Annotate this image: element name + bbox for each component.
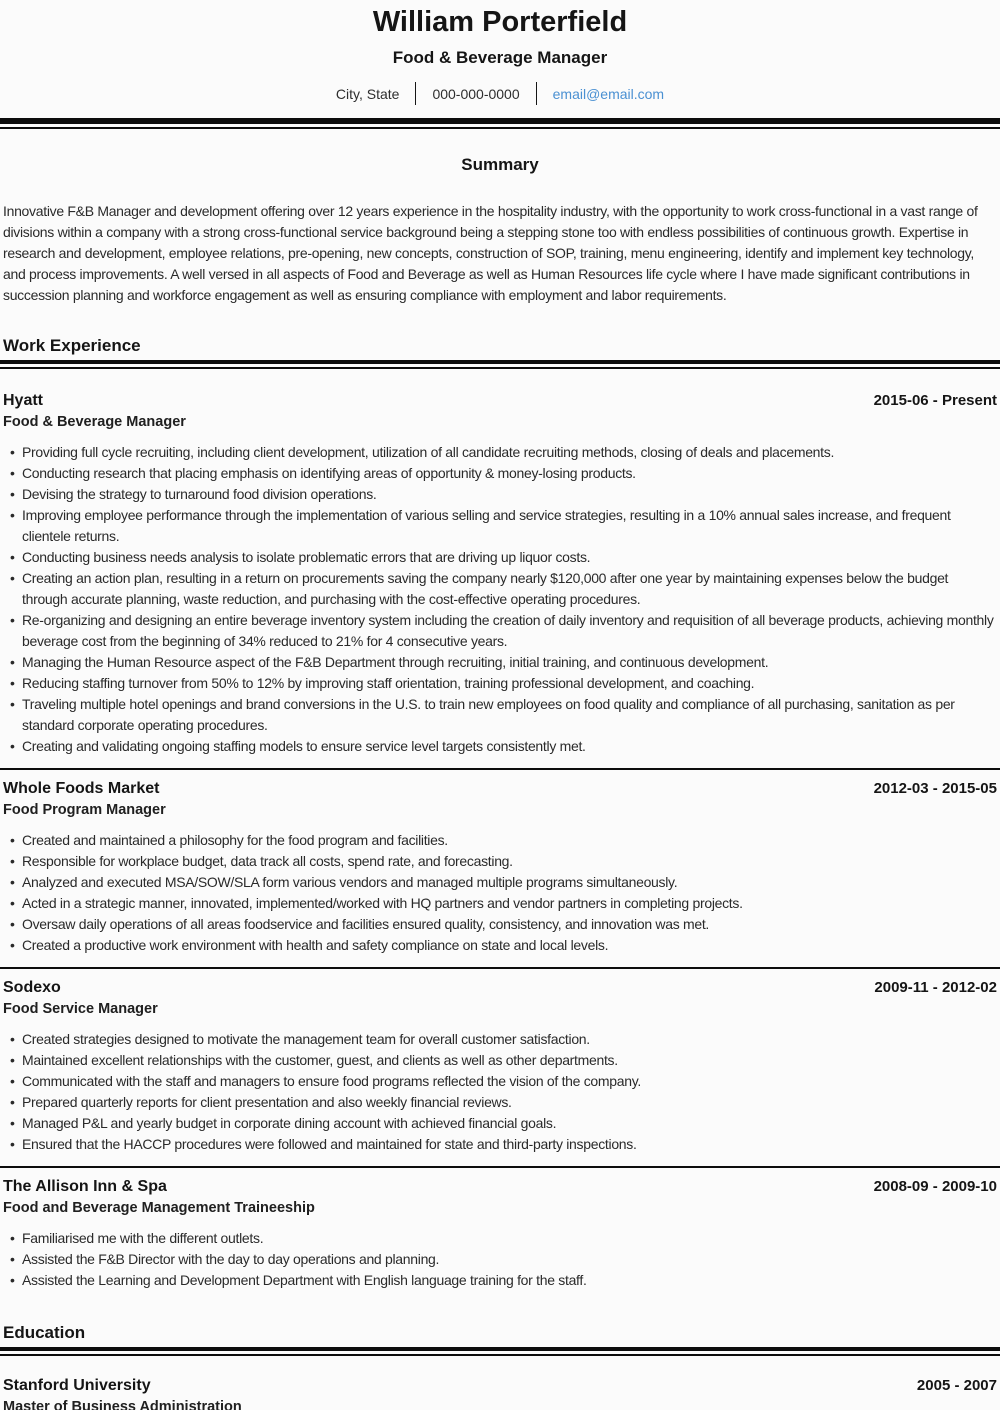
bullet-item: • Oversaw daily operations of all areas foodservice and facilities ensured quality, consistency, and innovation was met. — [3, 914, 997, 935]
job-bullets — [0, 1029, 1000, 1155]
job-block-hyatt — [0, 369, 1000, 757]
job-role: Food & Beverage Manager — [3, 414, 186, 430]
job-dates: 2009-11 - 2012-02 — [874, 979, 997, 996]
education-heading-rule — [0, 1347, 1000, 1356]
school-block — [0, 1356, 1000, 1410]
job-block-sodexo — [0, 969, 1000, 1155]
bullet-item: • Devising the strategy to turnaround food division operations. — [3, 484, 997, 505]
company-name: Sodexo — [3, 979, 61, 996]
summary-section — [0, 155, 1000, 306]
bullet-item: • Assisted the Learning and Development Department with English language training for the staff. — [3, 1270, 997, 1291]
bullet-item: • Reducing staffing turnover from 50% to 12% by improving staff orientation, training professional development, and coaching. — [3, 673, 997, 694]
bullet-item: • Conducting business needs analysis to isolate problematic errors that are driving up liquor costs. — [3, 547, 997, 568]
bullet-item: • Analyzed and executed MSA/SOW/SLA form various vendors and managed multiple programs simultaneously. — [3, 872, 997, 893]
company-name: Whole Foods Market — [3, 780, 160, 797]
contact-location: City, State — [335, 85, 400, 102]
bullet-item: • Creating and validating ongoing staffing models to ensure service level targets consistently met. — [3, 736, 997, 757]
bullet-item: • Communicated with the staff and managers to ensure food programs reflected the vision of the company. — [3, 1071, 997, 1092]
summary-heading: Summary — [461, 155, 539, 174]
bullet-item: • Familiarised me with the different outlets. — [3, 1228, 997, 1249]
job-block-allison-inn — [0, 1168, 1000, 1291]
work-section — [0, 336, 1000, 1291]
education-section — [0, 1323, 1000, 1410]
bullet-item: • Responsible for workplace budget, data track all costs, spend rate, and forecasting. — [3, 851, 997, 872]
bullet-item: • Prepared quarterly reports for client presentation and also weekly financial reviews. — [3, 1092, 997, 1113]
bullet-item: • Providing full cycle recruiting, including client development, utilization of all candidate recruiting methods, closing of deals and placements. — [3, 442, 997, 463]
bullet-item: • Created and maintained a philosophy for the food program and facilities. — [3, 830, 997, 851]
bullet-item: • Managed P&L and yearly budget in corporate dining account with achieved financial goals. — [3, 1113, 997, 1134]
bullet-item: • Conducting research that placing emphasis on identifying areas of opportunity & money-losing products. — [3, 463, 997, 484]
school-dates: 2005 - 2007 — [916, 1377, 997, 1394]
school-name: Stanford University — [3, 1377, 151, 1394]
bullet-item: • Maintained excellent relationships with the customer, guest, and clients as well as other departments. — [3, 1050, 997, 1071]
job-role: Food Service Manager — [3, 1001, 158, 1017]
contact-divider — [536, 82, 537, 105]
contact-divider — [415, 82, 416, 105]
work-heading-rule — [0, 360, 1000, 369]
degree-name: Master of Business Administration — [3, 1399, 242, 1410]
bullet-item: • Assisted the F&B Director with the day to day operations and planning. — [3, 1249, 997, 1270]
job-role: Food Program Manager — [3, 802, 166, 818]
bullet-item: • Improving employee performance through the implementation of various selling and service strategies, resulting in a 10% annual sales increase, and frequent clientele returns. — [3, 505, 997, 547]
job-bullets — [0, 442, 1000, 757]
bullet-item: • Creating an action plan, resulting in a return on procurements saving the company nearly $120,000 after one year by maintaining expenses below the budget through accurate planning, waste reduction, and purchasing with the cost-effective operating procedures. — [3, 568, 997, 610]
bullet-item: • Ensured that the HACCP procedures were followed and maintained for state and third-party inspections. — [3, 1134, 997, 1155]
contact-phone: 000-000-0000 — [432, 85, 520, 102]
contact-row — [3, 82, 997, 105]
summary-text: Innovative F&B Manager and development offering over 12 years experience in the hospitality industry, with the opportunity to work cross-functional in a vast range of divisions within a company with a strong cross-functional service background being a stepping stone too with endless possibilities of continuous growth. Expertise in research and development, employee relations, pre-opening, new concepts, construction of SOP, training, menu engineering, identify and implement key technology, and process improvements. A well versed in all aspects of Food and Beverage as well as Human Resources life cycle where I have made significant contributions in succession planning and workforce engagement as well as ensuring compliance with employment and labor requirements. — [3, 203, 978, 303]
job-block-whole-foods — [0, 770, 1000, 956]
job-dates: 2015-06 - Present — [873, 392, 997, 409]
job-dates: 2012-03 - 2015-05 — [873, 780, 997, 797]
header-rule — [0, 118, 1000, 129]
contact-email-link[interactable]: email@email.com — [552, 85, 665, 102]
job-bullets — [0, 1228, 1000, 1291]
education-heading: Education — [3, 1323, 86, 1342]
bullet-item: • Re-organizing and designing an entire beverage inventory system including the creation of daily inventory and requisition of all beverage products, achieving monthly beverage cost from the beginning of 34% reduced to 21% for 4 consecutive years. — [3, 610, 997, 652]
company-name: The Allison Inn & Spa — [3, 1178, 167, 1195]
bullet-item: • Managing the Human Resource aspect of the F&B Department through recruiting, initial training, and continuous development. — [3, 652, 997, 673]
bullet-item: • Acted in a strategic manner, innovated, implemented/worked with HQ partners and vendor partners in completing projects. — [3, 893, 997, 914]
resume-header — [0, 0, 1000, 105]
bullet-item: • Traveling multiple hotel openings and brand conversions in the U.S. to train new employees on food quality and compliance of all purchasing, sanitation as per standard corporate operating procedures. — [3, 694, 997, 736]
bullet-item: • Created strategies designed to motivate the management team for overall customer satisfaction. — [3, 1029, 997, 1050]
candidate-name: William Porterfield — [372, 6, 628, 38]
company-name: Hyatt — [3, 392, 44, 409]
work-experience-heading: Work Experience — [3, 336, 141, 355]
candidate-title: Food & Beverage Manager — [392, 48, 608, 67]
job-role: Food and Beverage Management Traineeship — [3, 1200, 315, 1216]
job-dates: 2008-09 - 2009-10 — [873, 1178, 997, 1195]
bullet-item: • Created a productive work environment with health and safety compliance on state and local levels. — [3, 935, 997, 956]
job-bullets — [0, 830, 1000, 956]
